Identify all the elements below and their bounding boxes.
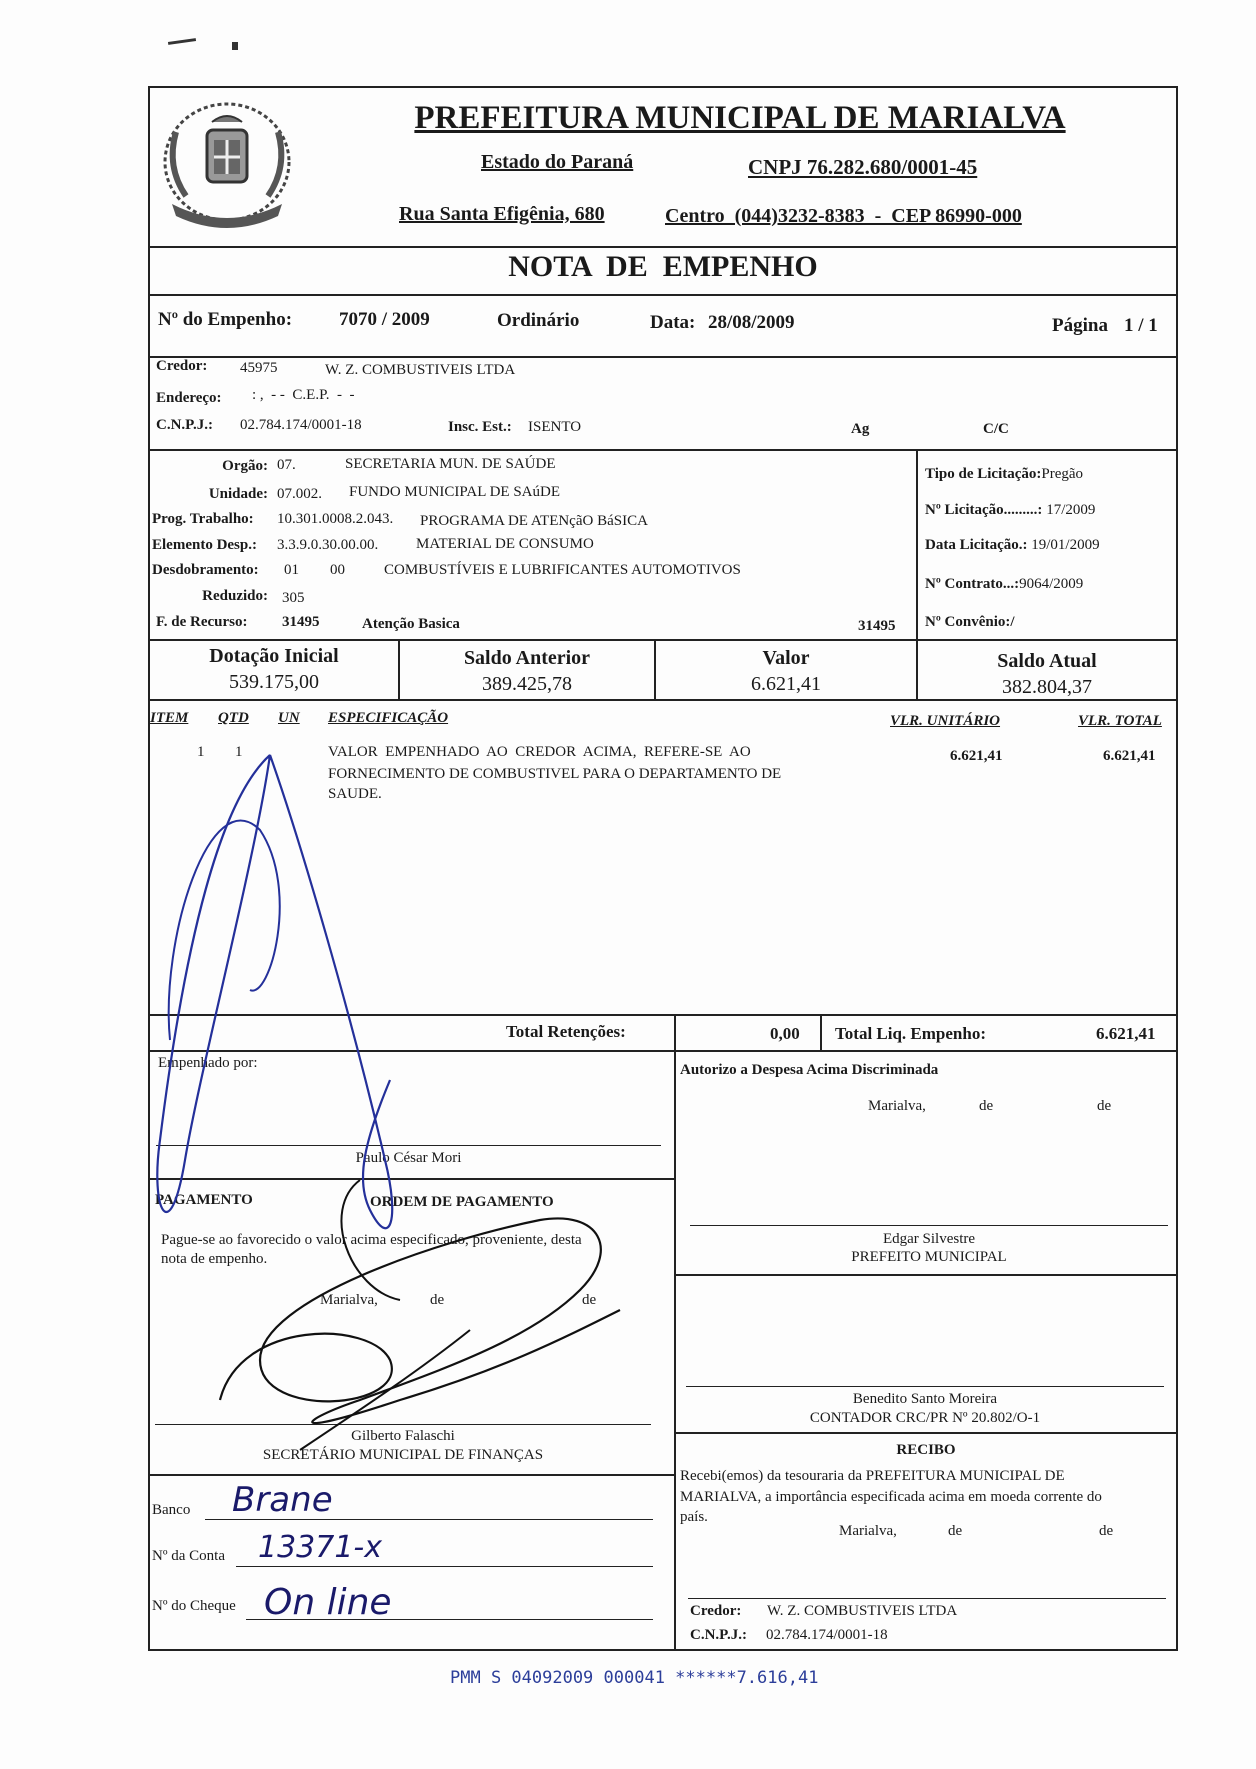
recibo-city: Marialva, [839, 1523, 897, 1539]
empenhado-label: Empenhado por: [158, 1055, 258, 1071]
pagamento-text: Pague-se ao favorecido o valor acima especificado, proveniente, desta [161, 1232, 582, 1248]
divider [674, 1432, 1178, 1434]
prog-label: Prog. Trabalho: [152, 511, 254, 527]
divider [674, 1274, 1178, 1276]
desdobramento-code-2: 00 [330, 562, 345, 578]
item-spec-line: FORNECIMENTO DE COMBUSTIVEL PARA O DEPARTAMENTO DE [328, 766, 782, 782]
banco-label: Banco [152, 1502, 191, 1518]
recibo-text: Recebi(emos) da tesouraria da PREFEITURA MUNICIPAL DE [680, 1468, 1065, 1484]
recibo-cnpj-value: 02.784.174/0001-18 [766, 1627, 888, 1643]
page-number: 1 / 1 [1124, 315, 1158, 336]
scan-mark [168, 38, 196, 45]
saldo-anterior-label: Saldo Anterior [463, 647, 591, 669]
orgao-name: SECRETARIA MUN. DE SAÚDE [345, 456, 556, 472]
insc-label: Insc. Est.: [448, 419, 512, 435]
divider [148, 449, 1178, 451]
contador-role: CONTADOR CRC/PR Nº 20.802/O-1 [809, 1410, 1041, 1426]
municipality-contact: Centro (044)3232-8383 - CEP 86990-000 [665, 205, 1022, 227]
page-label: Página [1052, 315, 1108, 336]
conta-label: Nº da Conta [152, 1548, 225, 1564]
scan-mark [232, 42, 238, 50]
elemento-label: Elemento Desp.: [152, 537, 257, 553]
insc-value: ISENTO [528, 419, 582, 435]
divider [148, 246, 1178, 248]
vertical-divider [916, 449, 918, 639]
elemento-code: 3.3.9.0.30.00.00. [277, 537, 379, 553]
elemento-name: MATERIAL DE CONSUMO [416, 536, 594, 552]
licitacao-tipo: Tipo de Licitação:Pregão [925, 466, 1084, 482]
divider [148, 699, 1178, 701]
pagamento-city: Marialva, [320, 1292, 378, 1308]
municipality-address: Rua Santa Efigênia, 680 [399, 203, 605, 225]
licitacao-numero: Nº Licitação.........: 17/2009 [925, 502, 1096, 518]
signature-line [686, 1386, 1164, 1387]
autorizo-de: de [1097, 1098, 1112, 1114]
recibo-text: país. [680, 1509, 708, 1525]
bank-stamp: PMM S 04092009 000041 ******7.616,41 [450, 1668, 819, 1688]
item-spec-line: SAUDE. [328, 786, 382, 802]
desdobramento-name: COMBUSTÍVEIS E LUBRIFICANTES AUTOMOTIVOS [384, 562, 741, 578]
recurso-label: F. de Recurso: [156, 614, 248, 630]
banco-handwritten: Brane [232, 1480, 333, 1520]
credor-code: 45975 [240, 360, 278, 376]
contrato-numero: Nº Contrato...:9064/2009 [925, 576, 1084, 592]
municipality-title: PREFEITURA MUNICIPAL DE MARIALVA [414, 100, 1066, 136]
liq-empenho-label: Total Liq. Empenho: [835, 1024, 986, 1043]
item-spec-line: VALOR EMPENHADO AO CREDOR ACIMA, REFERE-SE AO [328, 744, 751, 760]
municipality-cnpj: CNPJ 76.282.680/0001-45 [748, 155, 978, 179]
divider [148, 356, 1178, 358]
divider [148, 639, 1178, 641]
recibo-text: MARIALVA, a importância especificada acima em moeda corrente do [680, 1489, 1102, 1505]
vertical-divider [820, 1014, 822, 1050]
prog-name: PROGRAMA DE ATENçãO BáSICA [420, 513, 648, 529]
retencoes-value: 0,00 [770, 1024, 800, 1043]
saldo-atual-label: Saldo Atual [997, 650, 1097, 672]
recibo-de: de [948, 1523, 963, 1539]
credor-name: W. Z. COMBUSTIVEIS LTDA [325, 362, 516, 378]
col-header-total-value: VLR. TOTAL [1078, 713, 1162, 729]
valor-value: 6.621,41 [751, 673, 821, 695]
secretario-name: Gilberto Falaschi [351, 1428, 455, 1444]
divider [148, 1474, 674, 1476]
ag-label: Ag [851, 421, 870, 437]
unidade-code: 07.002. [277, 486, 322, 502]
orgao-code: 07. [277, 457, 296, 473]
unidade-name: FUNDO MUNICIPAL DE SAúDE [349, 484, 560, 500]
prefeito-role: PREFEITO MUNICIPAL [851, 1249, 1007, 1265]
recurso-name: Atenção Basica [362, 616, 460, 632]
contador-name: Benedito Santo Moreira [852, 1391, 998, 1407]
conta-handwritten: 13371-x [258, 1530, 383, 1565]
recurso-code-2: 31495 [858, 618, 896, 634]
document-title: NOTA DE EMPENHO [508, 250, 818, 283]
unidade-label: Unidade: [208, 486, 268, 502]
pagamento-text: nota de empenho. [161, 1251, 268, 1267]
fill-line [236, 1566, 653, 1567]
dotacao-inicial-label: Dotação Inicial [209, 645, 339, 667]
autorizo-de: de [979, 1098, 994, 1114]
recibo-title: RECIBO [896, 1442, 956, 1458]
endereco-label: Endereço: [156, 390, 222, 406]
retencoes-label: Total Retenções: [506, 1022, 626, 1041]
saldo-anterior-value: 389.425,78 [482, 673, 572, 695]
recibo-credor-value: W. Z. COMBUSTIVEIS LTDA [767, 1603, 958, 1619]
ordem-pagamento-title: ORDEM DE PAGAMENTO [370, 1194, 554, 1210]
licitacao-data: Data Licitação.: 19/01/2009 [925, 537, 1100, 553]
valor-label: Valor [762, 647, 810, 669]
signature-line [690, 1225, 1168, 1226]
endereco-value: : , - - C.E.P. - - [252, 387, 355, 403]
date-label: Data: [650, 312, 696, 333]
item-qtd: 1 [235, 744, 243, 760]
recibo-credor-label: Credor: [690, 1603, 742, 1619]
cheque-label: Nº do Cheque [152, 1598, 236, 1614]
pagamento-de: de [430, 1292, 445, 1308]
orgao-label: Orgão: [222, 458, 268, 474]
credor-label: Credor: [156, 358, 208, 374]
recibo-cnpj-label: C.N.P.J.: [690, 1627, 747, 1643]
cheque-handwritten: On line [264, 1582, 392, 1623]
divider [148, 294, 1178, 296]
empenhado-name: Paulo César Mori [355, 1150, 462, 1166]
recurso-code: 31495 [282, 614, 320, 630]
date-value: 28/08/2009 [708, 312, 795, 333]
liq-empenho-value: 6.621,41 [1096, 1024, 1156, 1043]
item-number: 1 [197, 744, 205, 760]
prog-code: 10.301.0008.2.043. [277, 511, 394, 527]
autorizo-city: Marialva, [868, 1098, 926, 1114]
dotacao-inicial-value: 539.175,00 [229, 671, 319, 693]
col-header-unit-value: VLR. UNITÁRIO [890, 713, 1001, 729]
secretario-role: SECRETÁRIO MUNICIPAL DE FINANÇAS [262, 1447, 544, 1463]
pagamento-title: PAGAMENTO [155, 1192, 253, 1208]
municipal-coat-of-arms [152, 92, 302, 242]
reduzido-label: Reduzido: [202, 588, 268, 604]
autorizo-label: Autorizo a Despesa Acima Discriminada [680, 1062, 939, 1078]
prefeito-name: Edgar Silvestre [882, 1231, 976, 1247]
empenho-type: Ordinário [497, 310, 580, 331]
state-label: Estado do Paraná [481, 151, 634, 173]
saldo-atual-value: 382.804,37 [1002, 676, 1092, 698]
reduzido-value: 305 [282, 590, 305, 606]
item-unit-value: 6.621,41 [950, 748, 1003, 764]
cnpj-label: C.N.P.J.: [156, 417, 213, 433]
col-header-un: UN [278, 710, 300, 726]
item-total-value: 6.621,41 [1103, 748, 1156, 764]
pagamento-de: de [582, 1292, 597, 1308]
cc-label: C/C [983, 421, 1009, 437]
signature-line [688, 1598, 1166, 1599]
handwritten-signature [200, 1170, 660, 1470]
convenio-numero: Nº Convênio:/ [925, 614, 1015, 630]
desdobramento-label: Desdobramento: [152, 562, 259, 578]
col-header-item: ITEM [150, 710, 189, 726]
empenho-label: Nº do Empenho: [158, 309, 293, 330]
cnpj-value: 02.784.174/0001-18 [240, 417, 362, 433]
col-header-spec: ESPECIFICAÇÃO [328, 710, 449, 726]
recibo-de: de [1099, 1523, 1114, 1539]
col-header-qtd: QTD [218, 710, 249, 726]
desdobramento-code-1: 01 [284, 562, 299, 578]
empenho-number: 7070 / 2009 [339, 309, 430, 330]
